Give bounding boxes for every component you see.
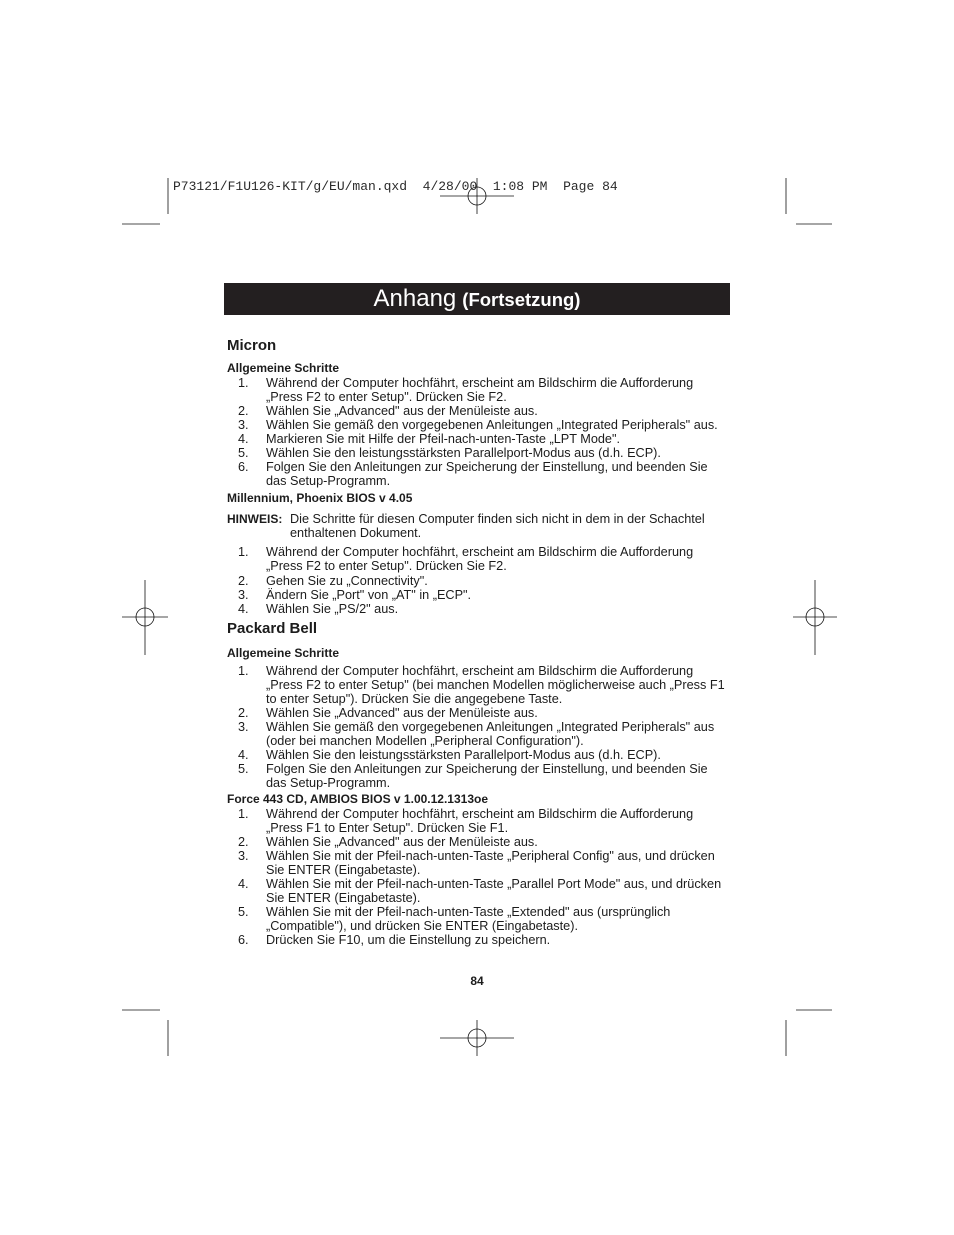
step-number: 2. — [238, 706, 249, 720]
step-text-line: Wählen Sie mit der Pfeil-nach-unten-Taste „Parallel Port Mode" aus, und drücken — [266, 877, 722, 891]
step-text — [266, 664, 725, 706]
step-text-line: Wählen Sie „Advanced" aus der Menüleiste aus. — [266, 835, 538, 849]
registration-mark-right — [793, 580, 837, 655]
step-text — [266, 574, 428, 588]
step-number: 2. — [238, 404, 249, 418]
crop-mark-top-right — [786, 178, 832, 224]
step-text-line: Wählen Sie gemäß den vorgegebenen Anleitungen „Integrated Peripherals" aus. — [266, 418, 718, 432]
step-number: 5. — [238, 446, 249, 460]
step-text-line: Wählen Sie „Advanced" aus der Menüleiste aus. — [266, 404, 538, 418]
step-number: 3. — [238, 588, 249, 602]
step-text-line: Sie ENTER (Eingabetaste). — [266, 863, 421, 877]
step-number: 5. — [238, 762, 249, 776]
step-number: 1. — [238, 807, 249, 821]
note-text-line: enthaltenen Dokument. — [290, 526, 422, 540]
step-text — [266, 432, 620, 446]
step-text — [266, 748, 661, 762]
note-label: HINWEIS: — [227, 512, 283, 526]
step-number: 6. — [238, 460, 249, 474]
step-text-line: „Press F2 to enter Setup" (bei manchen Modellen möglicherweise auch „Press F1 — [266, 678, 725, 692]
step-text — [266, 602, 398, 616]
subheading-millennium: Millennium, Phoenix BIOS v 4.05 — [227, 491, 413, 505]
step-text — [266, 720, 714, 748]
step-text-line: Wählen Sie mit der Pfeil-nach-unten-Taste „Extended" aus (ursprünglich — [266, 905, 671, 919]
step-number: 4. — [238, 877, 249, 891]
step-text — [266, 545, 693, 573]
step-text-line: Markieren Sie mit Hilfe der Pfeil-nach-unten-Taste „LPT Mode". — [266, 432, 621, 446]
page-title-bar — [224, 283, 730, 315]
section-heading-packard-bell: Packard Bell — [227, 620, 318, 637]
step-number: 3. — [238, 720, 249, 734]
step-number: 3. — [238, 418, 249, 432]
step-text-line: Wählen Sie mit der Pfeil-nach-unten-Taste „Peripheral Config" aus, und drücken — [266, 849, 715, 863]
step-text-line: „Press F2 to enter Setup". Drücken Sie F2. — [266, 559, 507, 573]
step-text-line: das Setup-Programm. — [266, 474, 391, 488]
crop-mark-bottom-right — [786, 1010, 832, 1056]
note-text — [290, 512, 705, 540]
step-text-line: Drücken Sie F10, um die Einstellung zu speichern. — [266, 933, 551, 947]
step-text — [266, 588, 471, 602]
step-text-line: „Compatible"), und drücken Sie ENTER (Eingabetaste). — [266, 919, 578, 933]
step-number: 3. — [238, 849, 249, 863]
print-slug: P73121/F1U126-KIT/g/EU/man.qxd 4/28/00 1:08 PM Page 84 — [173, 179, 618, 194]
step-number: 2. — [238, 835, 249, 849]
step-text-line: to enter Setup"). Drücken Sie die angegebene Taste. — [266, 692, 563, 706]
step-text-line: Während der Computer hochfährt, erscheint am Bildschirm die Aufforderung — [266, 545, 694, 559]
step-text — [266, 933, 550, 947]
crop-mark-top-left — [122, 178, 168, 224]
step-text-line: Während der Computer hochfährt, erscheint am Bildschirm die Aufforderung — [266, 664, 694, 678]
step-text — [266, 905, 670, 933]
step-number: 4. — [238, 602, 249, 616]
step-text-line: das Setup-Programm. — [266, 776, 391, 790]
step-number: 1. — [238, 664, 249, 678]
registration-mark-bottom — [440, 1020, 514, 1056]
registration-mark-left — [122, 580, 168, 655]
step-text — [266, 376, 693, 404]
step-text — [266, 446, 661, 460]
step-number: 1. — [238, 376, 249, 390]
step-text-line: Während der Computer hochfährt, erscheint am Bildschirm die Aufforderung — [266, 376, 694, 390]
step-text — [266, 418, 718, 432]
step-text-line: Wählen Sie den leistungsstärksten Parallelport-Modus aus (d.h. ECP). — [266, 446, 661, 460]
subheading-force-443: Force 443 CD, AMBIOS BIOS v 1.00.12.1313oe — [227, 792, 489, 806]
step-text-line: Wählen Sie den leistungsstärksten Parallelport-Modus aus (d.h. ECP). — [266, 748, 661, 762]
step-text-line: Folgen Sie den Anleitungen zur Speicherung der Einstellung, und beenden Sie — [266, 762, 708, 776]
step-text — [266, 460, 708, 488]
step-text — [266, 849, 715, 877]
step-text-line: (oder bei manchen Modellen „Peripheral Configuration"). — [266, 734, 584, 748]
step-number: 6. — [238, 933, 249, 947]
step-text-line: Folgen Sie den Anleitungen zur Speicherung der Einstellung, und beenden Sie — [266, 460, 708, 474]
step-text — [266, 835, 538, 849]
step-text — [266, 404, 538, 418]
step-text — [266, 706, 538, 720]
step-text-line: Ändern Sie „Port" von „AT" in „ECP". — [266, 588, 472, 602]
step-number: 4. — [238, 748, 249, 762]
subheading-general-steps: Allgemeine Schritte — [227, 646, 340, 660]
step-text-line: Wählen Sie „PS/2" aus. — [266, 602, 399, 616]
step-text-line: „Press F2 to enter Setup". Drücken Sie F2. — [266, 390, 507, 404]
page-title: Anhang — [373, 285, 457, 312]
step-text-line: Wählen Sie gemäß den vorgegebenen Anleitungen „Integrated Peripherals" aus — [266, 720, 715, 734]
step-text-line: „Press F1 to Enter Setup". Drücken Sie F1. — [266, 821, 509, 835]
step-text-line: Gehen Sie zu „Connectivity". — [266, 574, 428, 588]
step-number: 2. — [238, 574, 249, 588]
step-text-line: Sie ENTER (Eingabetaste). — [266, 891, 421, 905]
section-heading-micron: Micron — [227, 337, 277, 354]
step-text — [266, 877, 721, 905]
step-text — [266, 807, 693, 835]
note-text-line: Die Schritte für diesen Computer finden sich nicht in dem in der Schachtel — [290, 512, 705, 526]
page-number: 84 — [470, 974, 484, 988]
step-number: 1. — [238, 545, 249, 559]
step-number: 4. — [238, 432, 249, 446]
page-title-continued: (Fortsetzung) — [462, 289, 581, 310]
crop-mark-bottom-left — [122, 1010, 168, 1056]
step-text-line: Wählen Sie „Advanced" aus der Menüleiste aus. — [266, 706, 538, 720]
step-number: 5. — [238, 905, 249, 919]
subheading-general-steps: Allgemeine Schritte — [227, 361, 340, 375]
step-text — [266, 762, 708, 790]
step-text-line: Während der Computer hochfährt, erscheint am Bildschirm die Aufforderung — [266, 807, 694, 821]
